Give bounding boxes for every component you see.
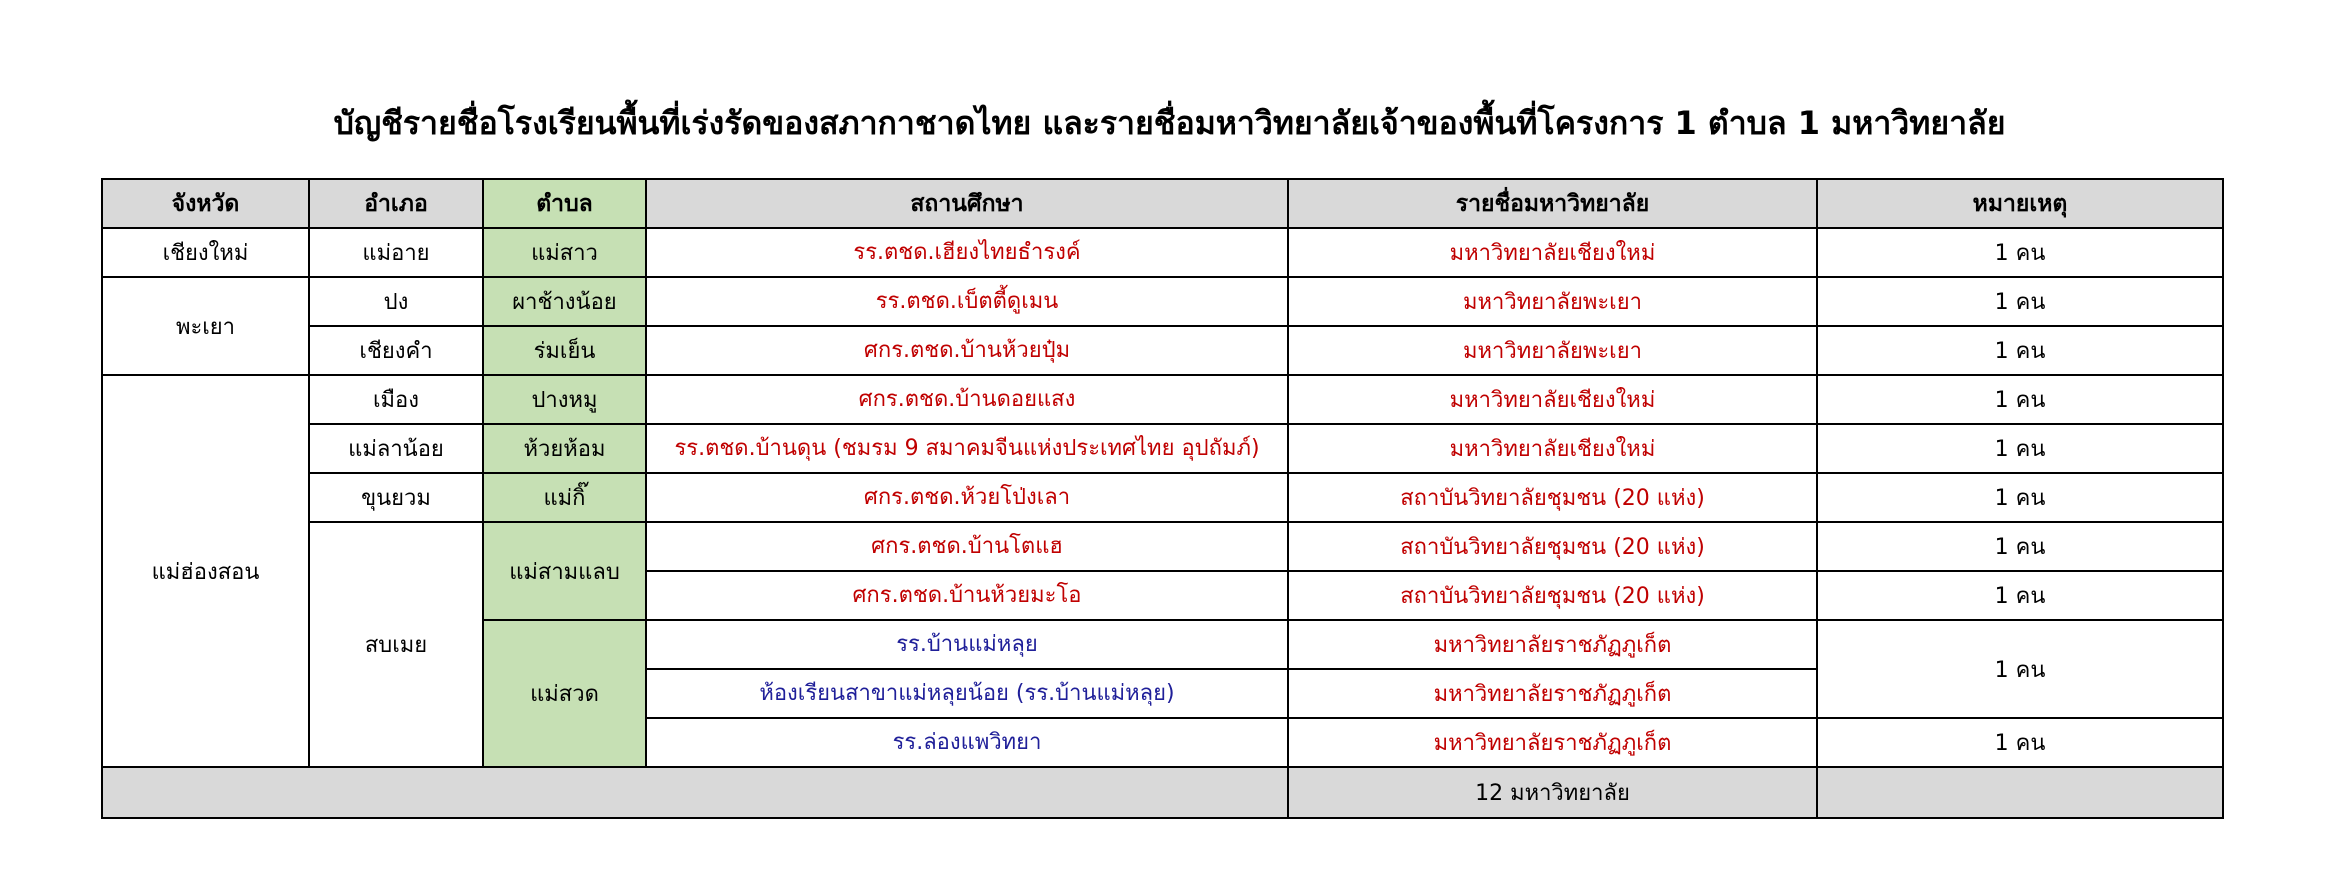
note-cell: 1 คน	[1817, 571, 2223, 620]
university-cell: สถาบันวิทยาลัยชุมชน (20 แห่ง)	[1288, 473, 1817, 522]
district-cell: ขุนยวม	[309, 473, 483, 522]
table-row	[102, 277, 2223, 326]
note-cell: 1 คน	[1817, 522, 2223, 571]
school-cell: รร.ตชด.เฮียงไทยธำรงค์	[646, 228, 1288, 277]
subdistrict-cell: ปางหมู	[483, 375, 646, 424]
province-cell: เชียงใหม่	[102, 228, 309, 277]
table-row	[102, 424, 2223, 473]
district-cell: แม่ลาน้อย	[309, 424, 483, 473]
university-cell: มหาวิทยาลัยเชียงใหม่	[1288, 424, 1817, 473]
header-note: หมายเหตุ	[1817, 179, 2223, 228]
school-cell: รร.บ้านแม่หลุย	[646, 620, 1288, 669]
subdistrict-cell: แม่สวด	[483, 620, 646, 767]
note-cell: 1 คน	[1817, 277, 2223, 326]
note-cell: 1 คน	[1817, 473, 2223, 522]
university-cell: สถาบันวิทยาลัยชุมชน (20 แห่ง)	[1288, 522, 1817, 571]
subdistrict-cell: แม่สามแลบ	[483, 522, 646, 620]
header-subdistrict: ตำบล	[483, 179, 646, 228]
header-university: รายชื่อมหาวิทยาลัย	[1288, 179, 1817, 228]
table-row	[102, 326, 2223, 375]
header-school: สถานศึกษา	[646, 179, 1288, 228]
school-cell: รร.ตชด.เบ็ตตี้ดูเมน	[646, 277, 1288, 326]
district-cell: เมือง	[309, 375, 483, 424]
district-cell: แม่อาย	[309, 228, 483, 277]
school-cell: ศกร.ตชด.บ้านโตแฮ	[646, 522, 1288, 571]
university-cell: มหาวิทยาลัยเชียงใหม่	[1288, 228, 1817, 277]
university-cell: มหาวิทยาลัยเชียงใหม่	[1288, 375, 1817, 424]
total-empty-cell	[102, 767, 1288, 818]
note-cell: 1 คน	[1817, 228, 2223, 277]
university-cell: สถาบันวิทยาลัยชุมชน (20 แห่ง)	[1288, 571, 1817, 620]
province-cell: พะเยา	[102, 277, 309, 375]
header-district: อำเภอ	[309, 179, 483, 228]
school-cell: ห้องเรียนสาขาแม่หลุยน้อย (รร.บ้านแม่หลุย)	[646, 669, 1288, 718]
table-row	[102, 228, 2223, 277]
province-cell: แม่ฮ่องสอน	[102, 375, 309, 767]
header-province: จังหวัด	[102, 179, 309, 228]
school-cell: ศกร.ตชด.ห้วยโป่งเลา	[646, 473, 1288, 522]
total-cell: 12 มหาวิทยาลัย	[1288, 767, 1817, 818]
university-cell: มหาวิทยาลัยราชภัฏภูเก็ต	[1288, 718, 1817, 767]
subdistrict-cell: แม่กิ๊	[483, 473, 646, 522]
subdistrict-cell: แม่สาว	[483, 228, 646, 277]
school-cell: ศกร.ตชด.บ้านห้วยมะโอ	[646, 571, 1288, 620]
table-row	[102, 522, 2223, 571]
note-cell: 1 คน	[1817, 718, 2223, 767]
subdistrict-cell: ห้วยห้อม	[483, 424, 646, 473]
note-cell: 1 คน	[1817, 326, 2223, 375]
university-cell: มหาวิทยาลัยราชภัฏภูเก็ต	[1288, 669, 1817, 718]
school-cell: ศกร.ตชด.บ้านดอยแสง	[646, 375, 1288, 424]
school-cell: รร.ล่องแพวิทยา	[646, 718, 1288, 767]
university-cell: มหาวิทยาลัยพะเยา	[1288, 277, 1817, 326]
district-cell: ปง	[309, 277, 483, 326]
subdistrict-cell: ผาช้างน้อย	[483, 277, 646, 326]
university-cell: มหาวิทยาลัยราชภัฏภูเก็ต	[1288, 620, 1817, 669]
school-cell: ศกร.ตชด.บ้านห้วยปุ๋ม	[646, 326, 1288, 375]
total-note-cell	[1817, 767, 2223, 818]
table-row	[102, 375, 2223, 424]
subdistrict-cell: ร่มเย็น	[483, 326, 646, 375]
district-cell: สบเมย	[309, 522, 483, 767]
note-cell: 1 คน	[1817, 620, 2223, 718]
note-cell: 1 คน	[1817, 375, 2223, 424]
table-row	[102, 473, 2223, 522]
district-cell: เชียงคำ	[309, 326, 483, 375]
header-row	[102, 179, 2223, 228]
school-cell: รร.ตชด.บ้านดุน (ชมรม 9 สมาคมจีนแห่งประเทศไทย อุปถัมภ์)	[646, 424, 1288, 473]
note-cell: 1 คน	[1817, 424, 2223, 473]
total-row	[102, 767, 2223, 818]
document-title: บัญชีรายชื่อโรงเรียนพื้นที่เร่งรัดของสภากาชาดไทย และรายชื่อมหาวิทยาลัยเจ้าของพื้นที่โครงการ 1 ตำบล 1 มหาวิทยาลัย	[333, 104, 2006, 142]
schools-table	[101, 178, 2224, 819]
university-cell: มหาวิทยาลัยพะเยา	[1288, 326, 1817, 375]
